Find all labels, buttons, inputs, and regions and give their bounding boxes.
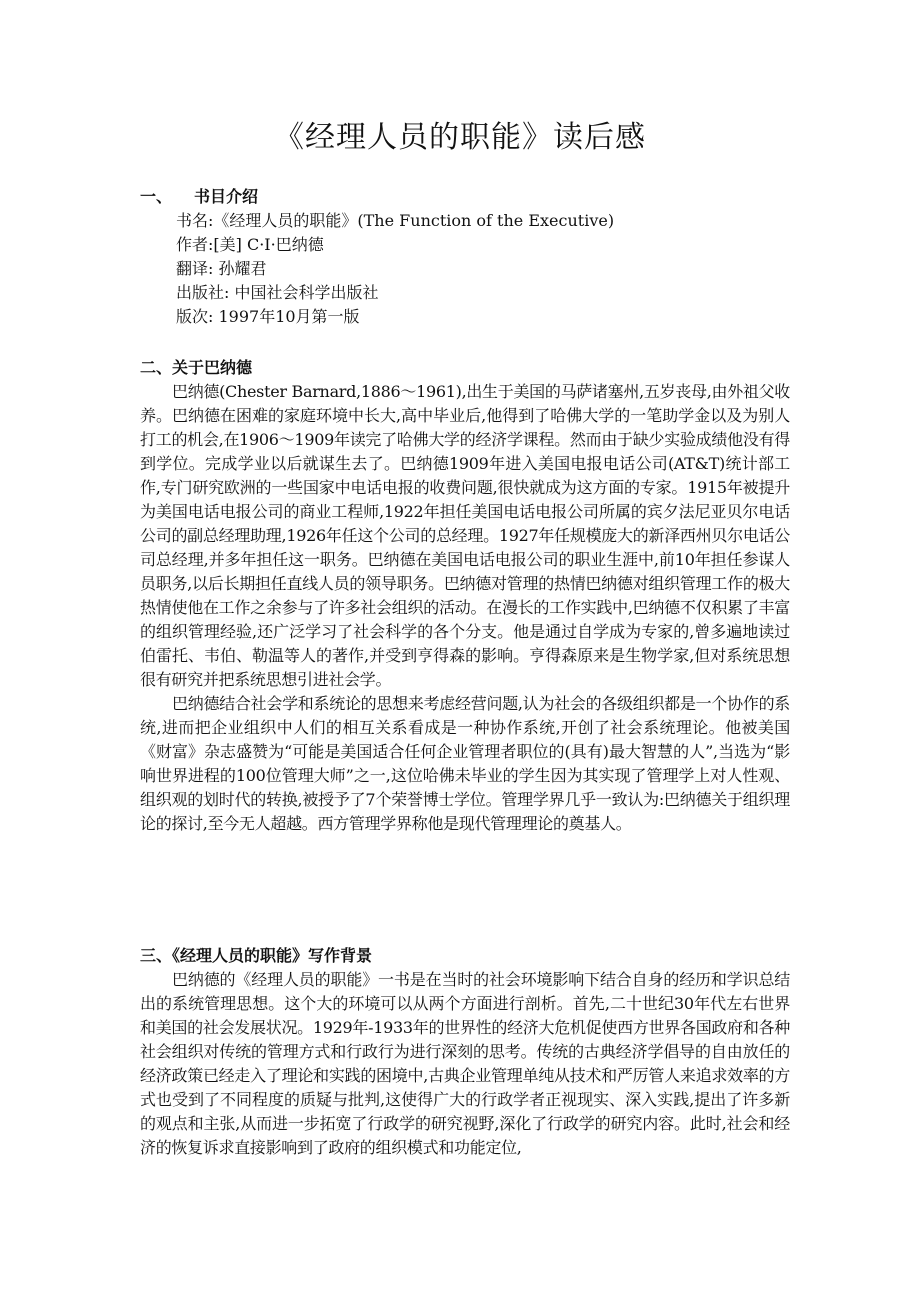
section-book-info bbox=[140, 185, 790, 329]
book-info-list bbox=[176, 209, 790, 329]
page-title: 《经理人员的职能》读后感 bbox=[274, 120, 646, 155]
book-info-item: 作者:[美] C·I·巴纳德 bbox=[176, 235, 324, 254]
section-writing-background bbox=[140, 944, 790, 1160]
book-info-item: 翻译: 孙耀君 bbox=[176, 259, 267, 278]
paragraph: 巴纳德的《经理人员的职能》一书是在当时的社会环境影响下结合自身的经历和学识总结出的系统管理思想。这个大的环境可以从两个方面进行剖析。首先,二十世纪30年代左右世界和美国的社会发展状况。1929年-1933年的世界性的经济大危机促使西方世界各国政府和各种社会组织对传统的管理方式和行政行为进行深刻的思考。传统的古典经济学倡导的自由放任的经济政策已经走入了理论和实践的困境中,古典企业管理单纯从技术和严厉管人来追求效率的方式也受到了不同程度的质疑与批判,这使得广大的行政学者正视现实、深入实践,提出了许多新的观点和主张,从而进一步拓宽了行政学的研究视野,深化了行政学的研究内容。此时,社会和经济的恢复诉求直接影响到了政府的组织模式和功能定位, bbox=[140, 970, 790, 1157]
book-info-item: 版次: 1997年10月第一版 bbox=[176, 307, 360, 326]
paragraph: 巴纳德(Chester Barnard,1886～1961),出生于美国的马萨诸塞州,五岁丧母,由外祖父收养。巴纳德在困难的家庭环境中长大,高中毕业后,他得到了哈佛大学的一笔助学金以及为别人打工的机会,在1906～1909年读完了哈佛大学的经济学课程。然而由于缺少实验成绩他没有得到学位。完成学业以后就谋生去了。巴纳德1909年进入美国电报电话公司(AT&T)统计部工作,专门研究欧洲的一些国家中电话电报的收费问题,很快就成为这方面的专家。1915年被提升为美国电话电报公司的商业工程师,1922年担任美国电话电报公司所属的宾夕法尼亚贝尔电话公司的副总经理助理,1926年任这个公司的总经理。1927年任规模庞大的新泽西州贝尔电话公司总经理,并多年担任这一职务。巴纳德在美国电话电报公司的职业生涯中,前10年担任参谋人员职务,以后长期担任直线人员的领导职务。巴纳德对管理的热情巴纳德对组织管理工作的极大热情使他在工作之余参与了许多社会组织的活动。在漫长的工作实践中,巴纳德不仅积累了丰富的组织管理经验,还广泛学习了社会科学的各个分支。他是通过自学成为专家的,曾多遍地读过伯雷托、韦伯、勒温等人的著作,并受到亨得森的影响。亨得森原来是生物学家,但对系统思想很有研究并把系统思想引进社会学。 bbox=[140, 382, 790, 689]
section-heading: 三、《经理人员的职能》写作背景 bbox=[140, 946, 373, 965]
section-heading: 二、关于巴纳德 bbox=[140, 358, 253, 377]
section-number: 一、 bbox=[140, 187, 173, 206]
paragraph: 巴纳德结合社会学和系统论的思想来考虑经营问题,认为社会的各级组织都是一个协作的系统,进而把企业组织中人们的相互关系看成是一种协作系统,开创了社会系统理论。他被美国《财富》杂志盛赞为“可能是美国适合任何企业管理者职位的(具有)最大智慧的人”,当选为“影响世界进程的100位管理大师”之一,这位哈佛未毕业的学生因为其实现了管理学上对人性观、组织观的划时代的转换,被授予了7个荣誉博士学位。管理学界几乎一致认为:巴纳德关于组织理论的探讨,至今无人超越。西方管理学界称他是现代管理理论的奠基人。 bbox=[140, 694, 790, 833]
book-info-item: 出版社: 中国社会科学出版社 bbox=[176, 283, 379, 302]
section-heading bbox=[140, 185, 790, 209]
section-about-barnard bbox=[140, 356, 790, 836]
section-title: 书目介绍 bbox=[194, 187, 259, 206]
book-info-item: 书名:《经理人员的职能》(The Function of the Executive) bbox=[176, 211, 615, 230]
